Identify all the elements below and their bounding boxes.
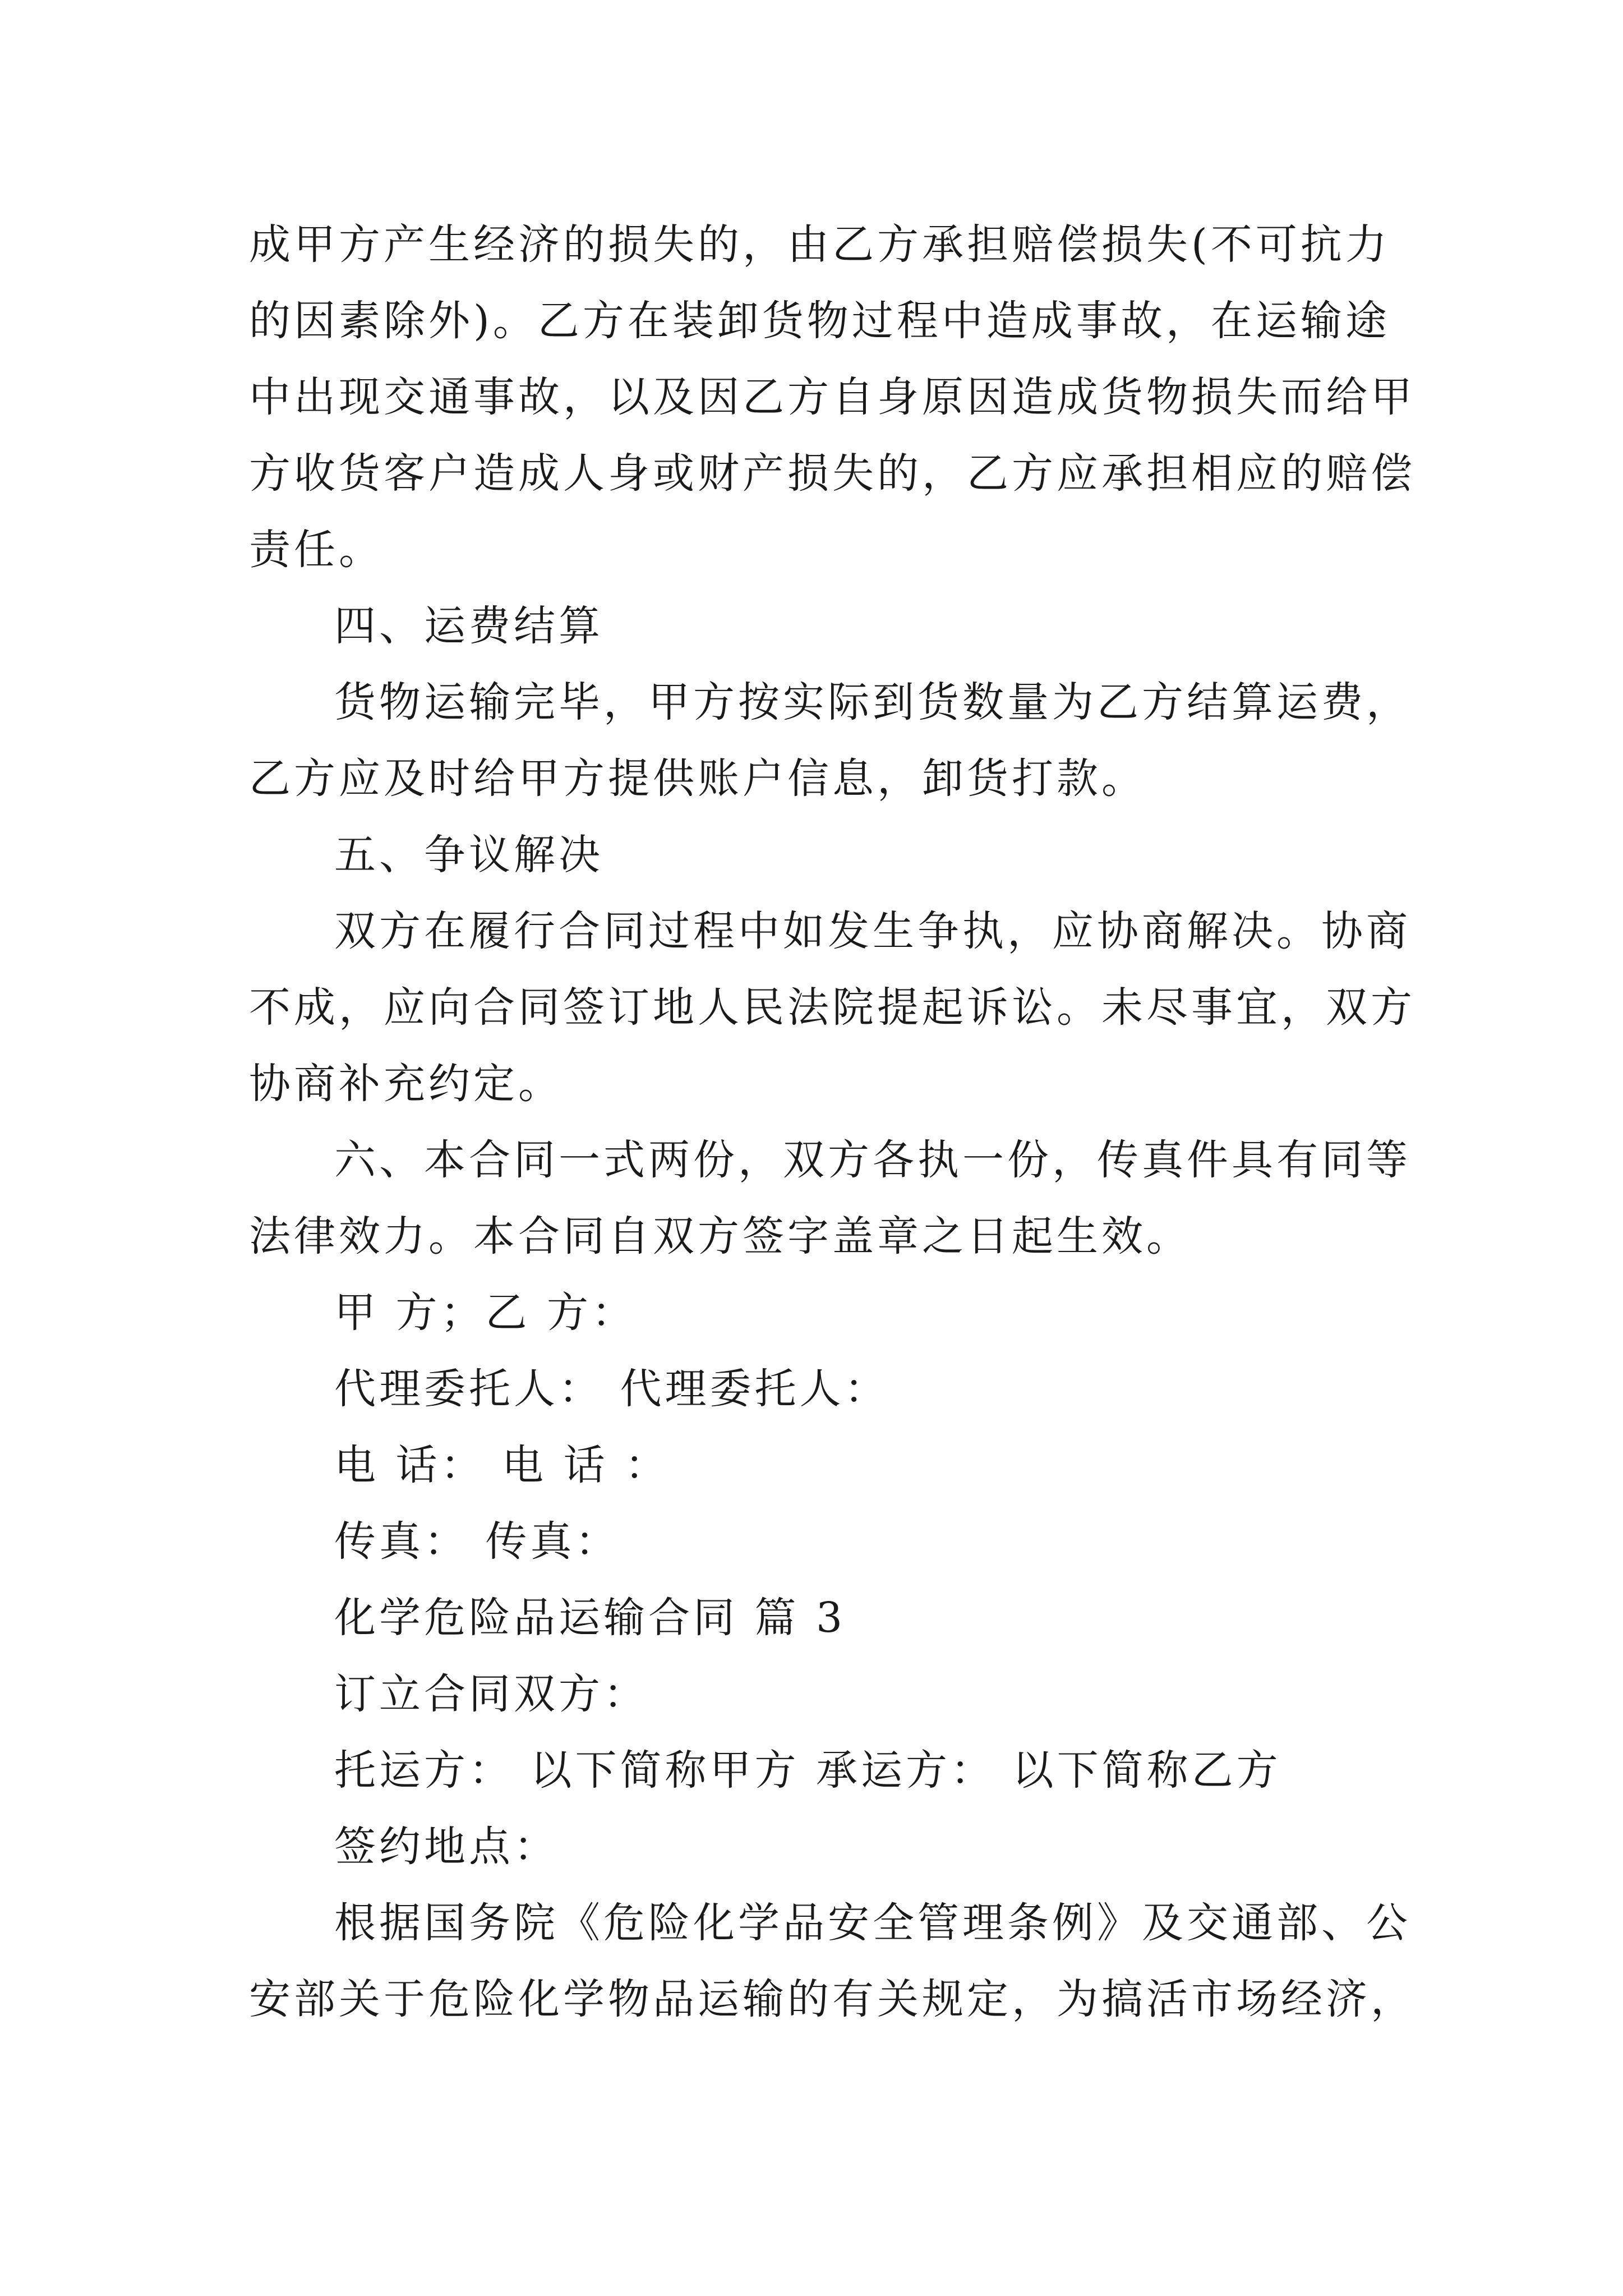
section-heading: 四、运费结算 [334,602,603,650]
text-line: 的因素除外)。乙方在装卸货物过程中造成事故，在运输途 [249,297,1390,345]
text-line: 签约地点： [334,1823,559,1871]
contract-title: 化学危险品运输合同 篇 3 [334,1594,846,1642]
text-line: 订立合同双方： [334,1670,648,1718]
section-heading: 五、争议解决 [334,831,603,879]
text-line: 双方在履行合同过程中如发生争执，应协商解决。协商 [334,907,1411,955]
text-line: 六、本合同一式两份，双方各执一份，传真件具有同等 [334,1136,1411,1184]
text-line: 托运方： 以下简称甲方 承运方： 以下简称乙方 [334,1746,1281,1795]
signature-party-line: 甲 方；乙 方： [334,1289,637,1337]
text-line: 不成，应向合同签订地人民法院提起诉讼。未尽事宜，双方 [249,983,1415,1032]
text-line: 责任。 [249,526,384,574]
text-line: 根据国务院《危险化学品安全管理条例》及交通部、公 [334,1899,1411,1947]
document-body [249,206,1415,2037]
text-line: 安部关于危险化学物品运输的有关规定，为搞活市场经济， [249,1975,1415,2023]
text-line: 协商补充约定。 [249,1060,563,1108]
text-line: 方收货客户造成人身或财产损失的，乙方应承担相应的赔偿 [249,449,1415,498]
text-line: 中出现交通事故，以及因乙方自身原因造成货物损失而给甲 [249,373,1415,421]
text-line: 法律效力。本合同自双方签字盖章之日起生效。 [249,1212,1191,1260]
signature-phone-line: 电 话： 电 话 ： [334,1441,670,1489]
text-line: 货物运输完毕，甲方按实际到货数量为乙方结算运费， [334,678,1411,726]
signature-fax-line: 传真： 传真： [334,1517,620,1566]
signature-agent-line: 代理委托人： 代理委托人： [334,1365,889,1413]
text-line: 成甲方产生经济的损失的，由乙方承担赔偿损失(不可抗力 [249,220,1390,269]
text-line: 乙方应及时给甲方提供账户信息，卸货打款。 [249,754,1146,803]
